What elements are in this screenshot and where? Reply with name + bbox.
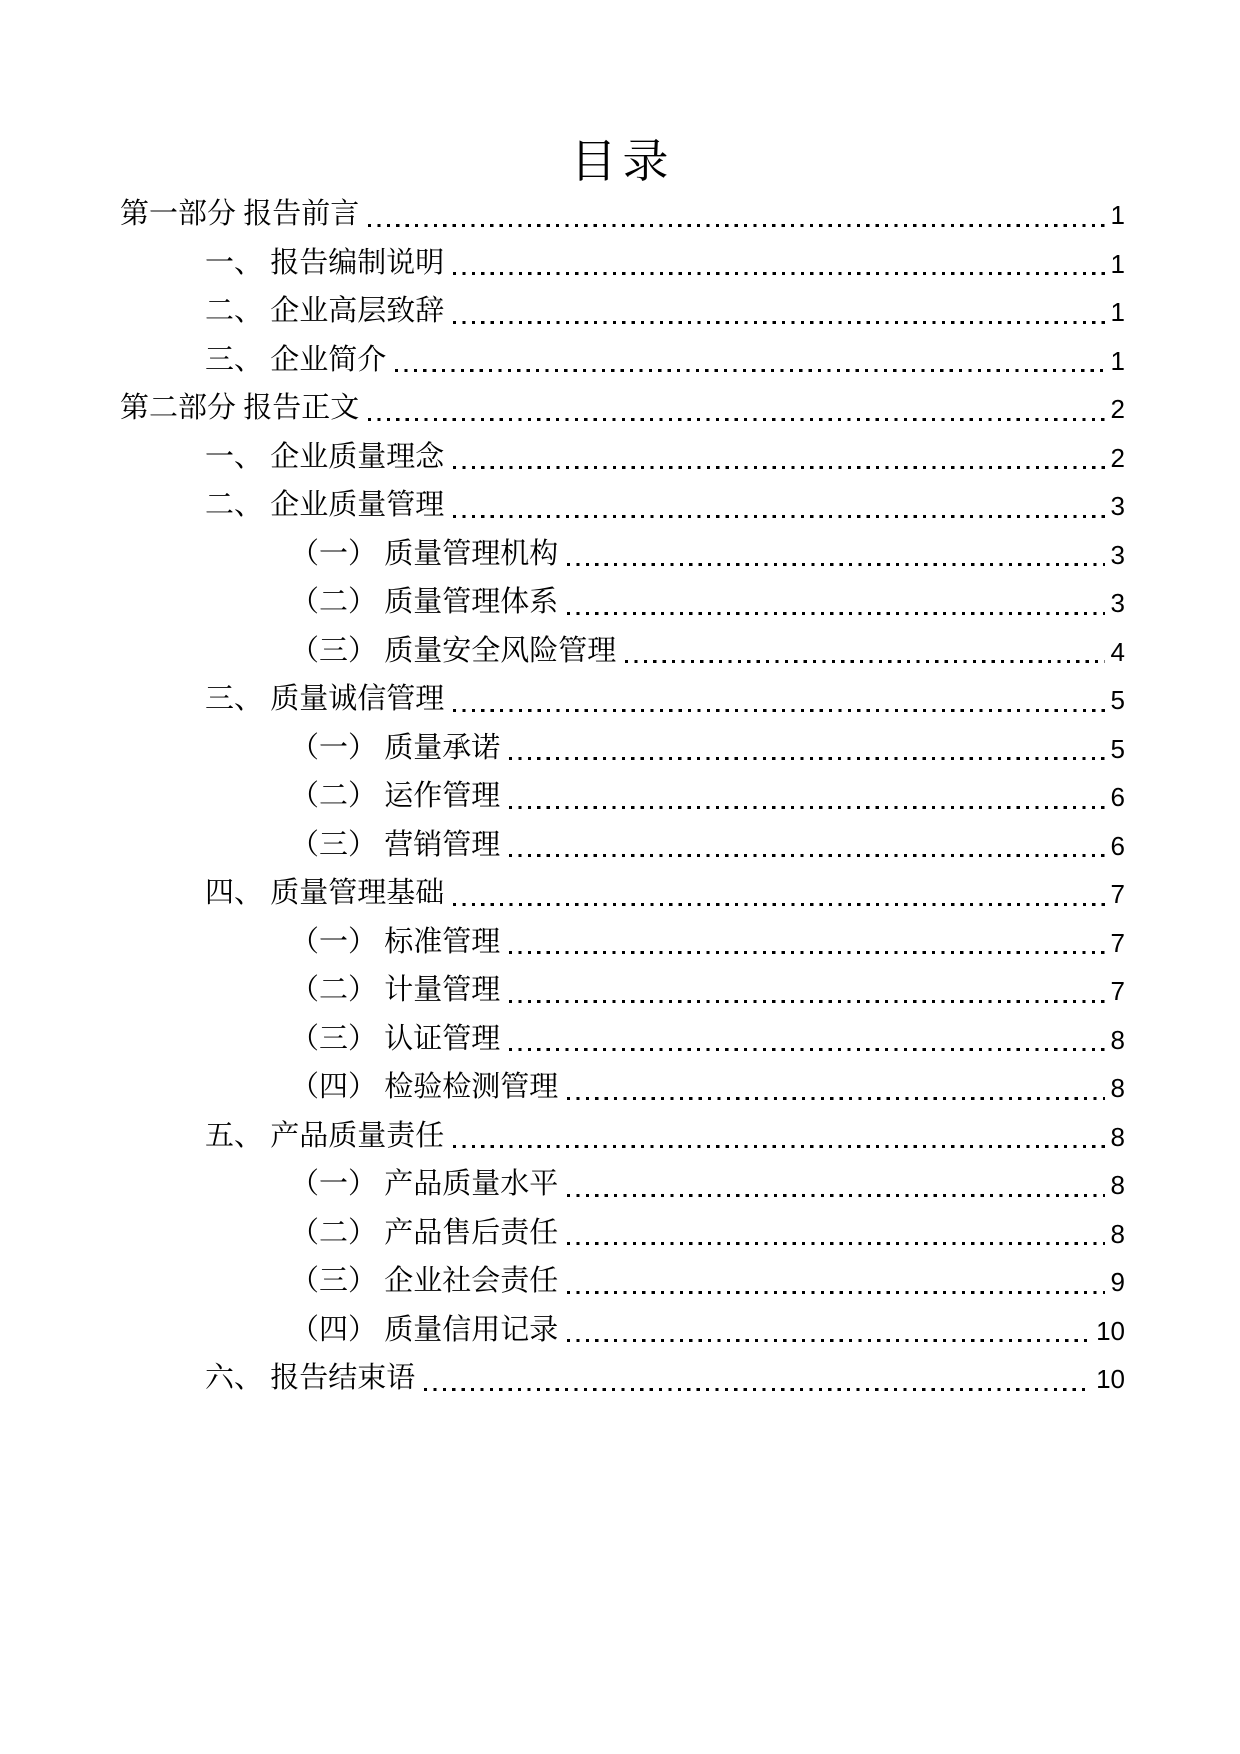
- toc-entry-page-number: 5: [1110, 733, 1125, 764]
- toc-entry[interactable]: [120, 1306, 1125, 1355]
- toc-entry[interactable]: [120, 1112, 1125, 1161]
- toc-entry-label: （二） 质量管理体系: [290, 586, 559, 618]
- toc-entry-page-number: 3: [1110, 588, 1125, 618]
- toc-entry-label: 第一部分 报告前言: [120, 198, 360, 230]
- toc-entry-page-number: 9: [1110, 1267, 1125, 1297]
- toc-entry-page-number: 8: [1110, 1121, 1125, 1152]
- toc-entry-page-number: 6: [1110, 830, 1125, 861]
- toc-entry-label: （二） 运作管理: [290, 780, 501, 812]
- toc-entry[interactable]: [120, 1063, 1125, 1112]
- toc-entry-page-number: 6: [1110, 782, 1125, 812]
- dot-leader: [368, 224, 1104, 227]
- toc-entry-label: 五、 产品质量责任: [205, 1119, 445, 1152]
- toc-entry[interactable]: [120, 1209, 1125, 1258]
- toc-entry-label: （三） 质量安全风险管理: [290, 634, 617, 667]
- toc-entry[interactable]: [120, 1015, 1125, 1064]
- toc-entry-page-number: 1: [1110, 248, 1125, 279]
- toc-entry[interactable]: [120, 1160, 1125, 1209]
- dot-leader: [453, 709, 1104, 712]
- toc-entry-page-number: 3: [1110, 539, 1125, 570]
- toc-entry-label: （二） 产品售后责任: [290, 1216, 559, 1249]
- toc-entry-label: （二） 计量管理: [290, 974, 501, 1006]
- toc-entry-label: 二、 企业高层致辞: [205, 295, 445, 327]
- toc-entry-page-number: 8: [1110, 1073, 1125, 1103]
- toc-entry[interactable]: [120, 578, 1125, 627]
- page-title: 目录: [570, 136, 675, 187]
- toc-entry[interactable]: [120, 336, 1125, 385]
- dot-leader: [567, 1194, 1104, 1197]
- toc-entry-label: （一） 质量管理机构: [290, 537, 559, 570]
- dot-leader: [509, 854, 1104, 857]
- toc-entry-page-number: 8: [1110, 1024, 1125, 1055]
- toc-entry-page-number: 10: [1096, 1315, 1125, 1346]
- toc-entry[interactable]: [120, 918, 1125, 967]
- dot-leader: [567, 563, 1104, 566]
- toc-entry[interactable]: [120, 627, 1125, 676]
- toc-entry-page-number: 1: [1110, 297, 1125, 327]
- toc-entry-page-number: 1: [1110, 200, 1125, 230]
- toc-entry-label: （三） 企业社会责任: [290, 1265, 559, 1297]
- dot-leader: [567, 612, 1104, 615]
- dot-leader: [424, 1388, 1090, 1391]
- dot-leader: [368, 418, 1104, 421]
- toc-entry-page-number: 7: [1110, 976, 1125, 1006]
- dot-leader: [509, 1048, 1104, 1051]
- dot-leader: [509, 951, 1104, 954]
- toc-entry-page-number: 2: [1110, 394, 1125, 424]
- dot-leader: [509, 1000, 1104, 1003]
- dot-leader: [395, 369, 1104, 372]
- toc-entry-page-number: 5: [1110, 685, 1125, 715]
- toc-entry[interactable]: [120, 287, 1125, 336]
- toc-entry[interactable]: [120, 190, 1125, 239]
- toc-entry-label: （三） 认证管理: [290, 1022, 501, 1055]
- toc-entry[interactable]: [120, 384, 1125, 433]
- dot-leader: [453, 903, 1104, 906]
- toc-entry[interactable]: [120, 869, 1125, 918]
- dot-leader: [567, 1291, 1104, 1294]
- toc-entry-label: （一） 质量承诺: [290, 731, 501, 764]
- toc-entry-label: 一、 报告编制说明: [205, 246, 445, 279]
- toc-entry-page-number: 8: [1110, 1170, 1125, 1200]
- toc-entry-page-number: 7: [1110, 927, 1125, 958]
- toc-entry[interactable]: [120, 821, 1125, 870]
- dot-leader: [567, 1242, 1104, 1245]
- toc-entry-page-number: 2: [1110, 442, 1125, 473]
- toc-entry-label: （三） 营销管理: [290, 828, 501, 861]
- toc-entry-page-number: 4: [1110, 636, 1125, 667]
- toc-entry-label: （一） 标准管理: [290, 925, 501, 958]
- toc-entry[interactable]: [120, 481, 1125, 530]
- toc-entry-label: 第二部分 报告正文: [120, 392, 360, 424]
- dot-leader: [567, 1339, 1090, 1342]
- dot-leader: [453, 272, 1104, 275]
- toc-entry[interactable]: [120, 1257, 1125, 1306]
- toc-entry[interactable]: [120, 1354, 1125, 1403]
- dot-leader: [453, 321, 1104, 324]
- toc-entry-label: 二、 企业质量管理: [205, 489, 445, 521]
- toc-entry-label: 一、 企业质量理念: [205, 440, 445, 473]
- dot-leader: [453, 466, 1104, 469]
- toc-entry-label: （一） 产品质量水平: [290, 1168, 559, 1200]
- toc-entry[interactable]: [120, 966, 1125, 1015]
- toc-entry[interactable]: [120, 530, 1125, 579]
- toc-entry-page-number: 7: [1110, 879, 1125, 909]
- toc-entry-page-number: 3: [1110, 491, 1125, 521]
- toc-entry[interactable]: [120, 433, 1125, 482]
- toc-entry-page-number: 8: [1110, 1218, 1125, 1249]
- toc-entry[interactable]: [120, 675, 1125, 724]
- toc-entry-label: 六、 报告结束语: [205, 1362, 416, 1394]
- toc-entry-page-number: 1: [1110, 345, 1125, 376]
- dot-leader: [509, 757, 1104, 760]
- toc-entry[interactable]: [120, 772, 1125, 821]
- dot-leader: [453, 515, 1104, 518]
- toc-entry-label: 四、 质量管理基础: [205, 877, 445, 909]
- toc-entry-label: 三、 企业简介: [205, 343, 387, 376]
- dot-leader: [509, 806, 1104, 809]
- toc-list: [120, 190, 1125, 1403]
- toc-entry-page-number: 10: [1096, 1364, 1125, 1394]
- toc-entry-label: （四） 检验检测管理: [290, 1071, 559, 1103]
- toc-entry-label: （四） 质量信用记录: [290, 1313, 559, 1346]
- toc-entry-label: 三、 质量诚信管理: [205, 683, 445, 715]
- dot-leader: [567, 1097, 1104, 1100]
- toc-entry[interactable]: [120, 239, 1125, 288]
- dot-leader: [625, 660, 1104, 663]
- dot-leader: [453, 1145, 1104, 1148]
- toc-entry[interactable]: [120, 724, 1125, 773]
